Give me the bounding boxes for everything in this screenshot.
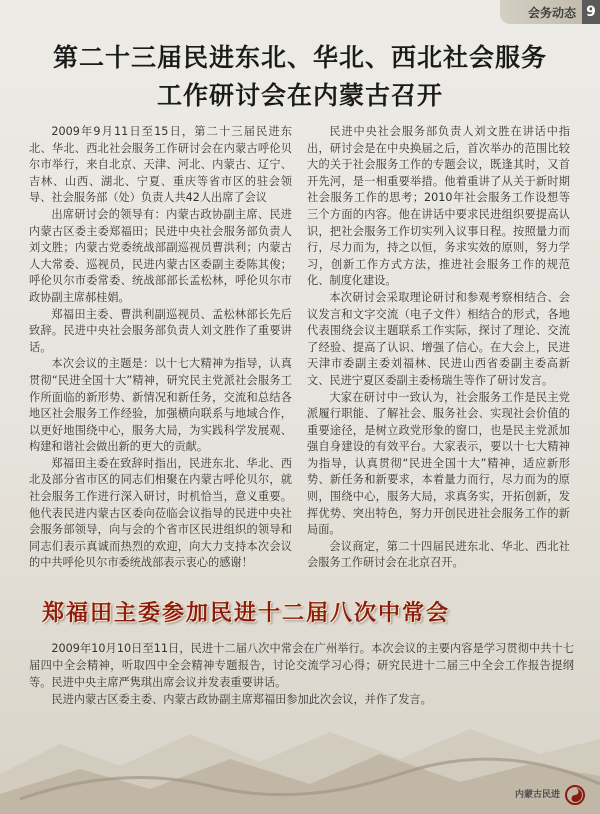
paragraph: 会议商定，第二十四届民进东北、华北、西北社会服务工作研讨会在北京召开。	[307, 539, 570, 570]
article-title-line-1: 第二十三届民进东北、华北、西北社会服务	[52, 43, 547, 72]
second-article-body	[29, 640, 574, 708]
paragraph: 本次会议的主题是：以十七大精神为指导，认真贯彻“民进全国十大”精神，研究民主党派社会服务工作所面临的新形势、新情况和新任务，交流和总结各地区社会服务工作经验，加强横向联系与地域合作，以更好地围绕中心，服务大局，为实践科学发展观、构建和谐社会做出新的更大的贡献。	[29, 357, 292, 454]
paragraph: 本次研讨会采取理论研讨和参观考察相结合、会议发言和文字交流（电子文件）相结合的形式，各地代表围绕会议主题联系工作实际，探讨了理论、交流了经验、提高了认识、增强了信心。在大会上，民进天津市委副主委刘福林、民进山西省委副主委高新文、民进宁夏区委副主委杨瑞生等作了研讨发言。	[307, 290, 570, 387]
page-number: 9	[582, 0, 600, 24]
paragraph: 郑福田主委在致辞时指出，民进东北、华北、西北及部分省市区的同志们相聚在内蒙古呼伦贝尔，就社会服务工作进行深入研讨，时机恰当，意义重要。他代表民进内蒙古区委向莅临会议指导的民进中央社会服务部领导，向与会的个省市区民进组织的领导和同志们表示真诚而热烈的欢迎，向大力支持本次会议的中共呼伦贝尔市委统战部表示衷心的感谢！	[29, 456, 292, 570]
second-article-title: 郑福田主委参加民进十二届八次中常会	[42, 601, 451, 626]
great-wall-illustration	[0, 704, 600, 814]
section-header-tab	[500, 0, 600, 24]
paragraph: 大家在研讨中一致认为，社会服务工作是民主党派履行职能、了解社会、服务社会、实现社会价值的重要途径，是树立政党形象的窗口，也是民主党派加强自身建设的有效平台。大家表示，要以十七大精神为指导，认真贯彻“民进全国十大”精神，适应新形势、新任务和新要求，本着量力而行，尽力而为的原则，围绕中心，服务大局，求真务实，开拓创新，发挥优势、突出特色，努力开创民进社会服务工作的新局面。	[307, 390, 570, 537]
paragraph: 2009年10月10日至11日，民进十二届八次中常会在广州举行。本次会议的主要内容是学习贯彻中共十七届四中全会精神，听取四中全会精神专题报告，讨论交流学习心得；研究民进十二届三中全会工作报告提纲等。民进中央主席严隽琪出席会议并发表重要讲话。	[29, 642, 574, 689]
paragraph: 民进中央社会服务部负责人刘文胜在讲话中指出，研讨会是在中央换届之后，首次举办的范围比较大的关于社会服务工作的专题会议，既逢其时，又首开先河，是一相重要举措。他着重讲了从关于新时期社会服务工作的思考；2010年社会服务工作设想等三个方面的内容。他在讲话中要求民进组织要提高认识，把社会服务工作切实列入议事日程。按照量力而行，尽力而为，持之以恒，务求实效的原则，努力学习，创新工作方式方法，推进社会服务工作的规范化、制度化建设。	[307, 125, 570, 288]
swirl-icon	[564, 784, 586, 806]
magazine-logo: 内蒙古民进	[514, 790, 560, 800]
section-label: 会务动态	[527, 5, 576, 20]
paragraph: 出席研讨会的领导有：内蒙古政协副主席、民进内蒙古区委主委郑福田；民进中央社会服务部负责人刘文胜；内蒙古党委统战部副巡视员曹洪利；内蒙古人大常委、巡视员，民进内蒙古区委副主委陈其俊；呼伦贝尔市委常委、统战部部长孟松林，呼伦贝尔市政协副主席郝桂娟。	[29, 207, 292, 304]
article-right-column	[307, 124, 570, 572]
paragraph: 郑福田主委、曹洪利副巡视员、孟松林部长先后致辞。民进中央社会服务部负责人刘文胜作了重要讲话。	[29, 307, 292, 354]
paragraph: 民进内蒙古区委主委、内蒙古政协副主席郑福田参加此次会议，并作了发言。	[51, 693, 432, 706]
paragraph: 2009年9月11日至15日，第二十三届民进东北、华北、西北社会服务工作研讨会在内蒙古呼伦贝尔市举行，来自北京、天津、河北、内蒙古、辽宁、吉林、山西、湖北、宁夏、重庆等省市区的驻会领导、社会服务部（处）负责人共42人出席了会议	[29, 125, 292, 205]
article-left-column	[29, 124, 292, 572]
article-title-line-2: 工作研讨会在内蒙古召开	[156, 81, 443, 110]
